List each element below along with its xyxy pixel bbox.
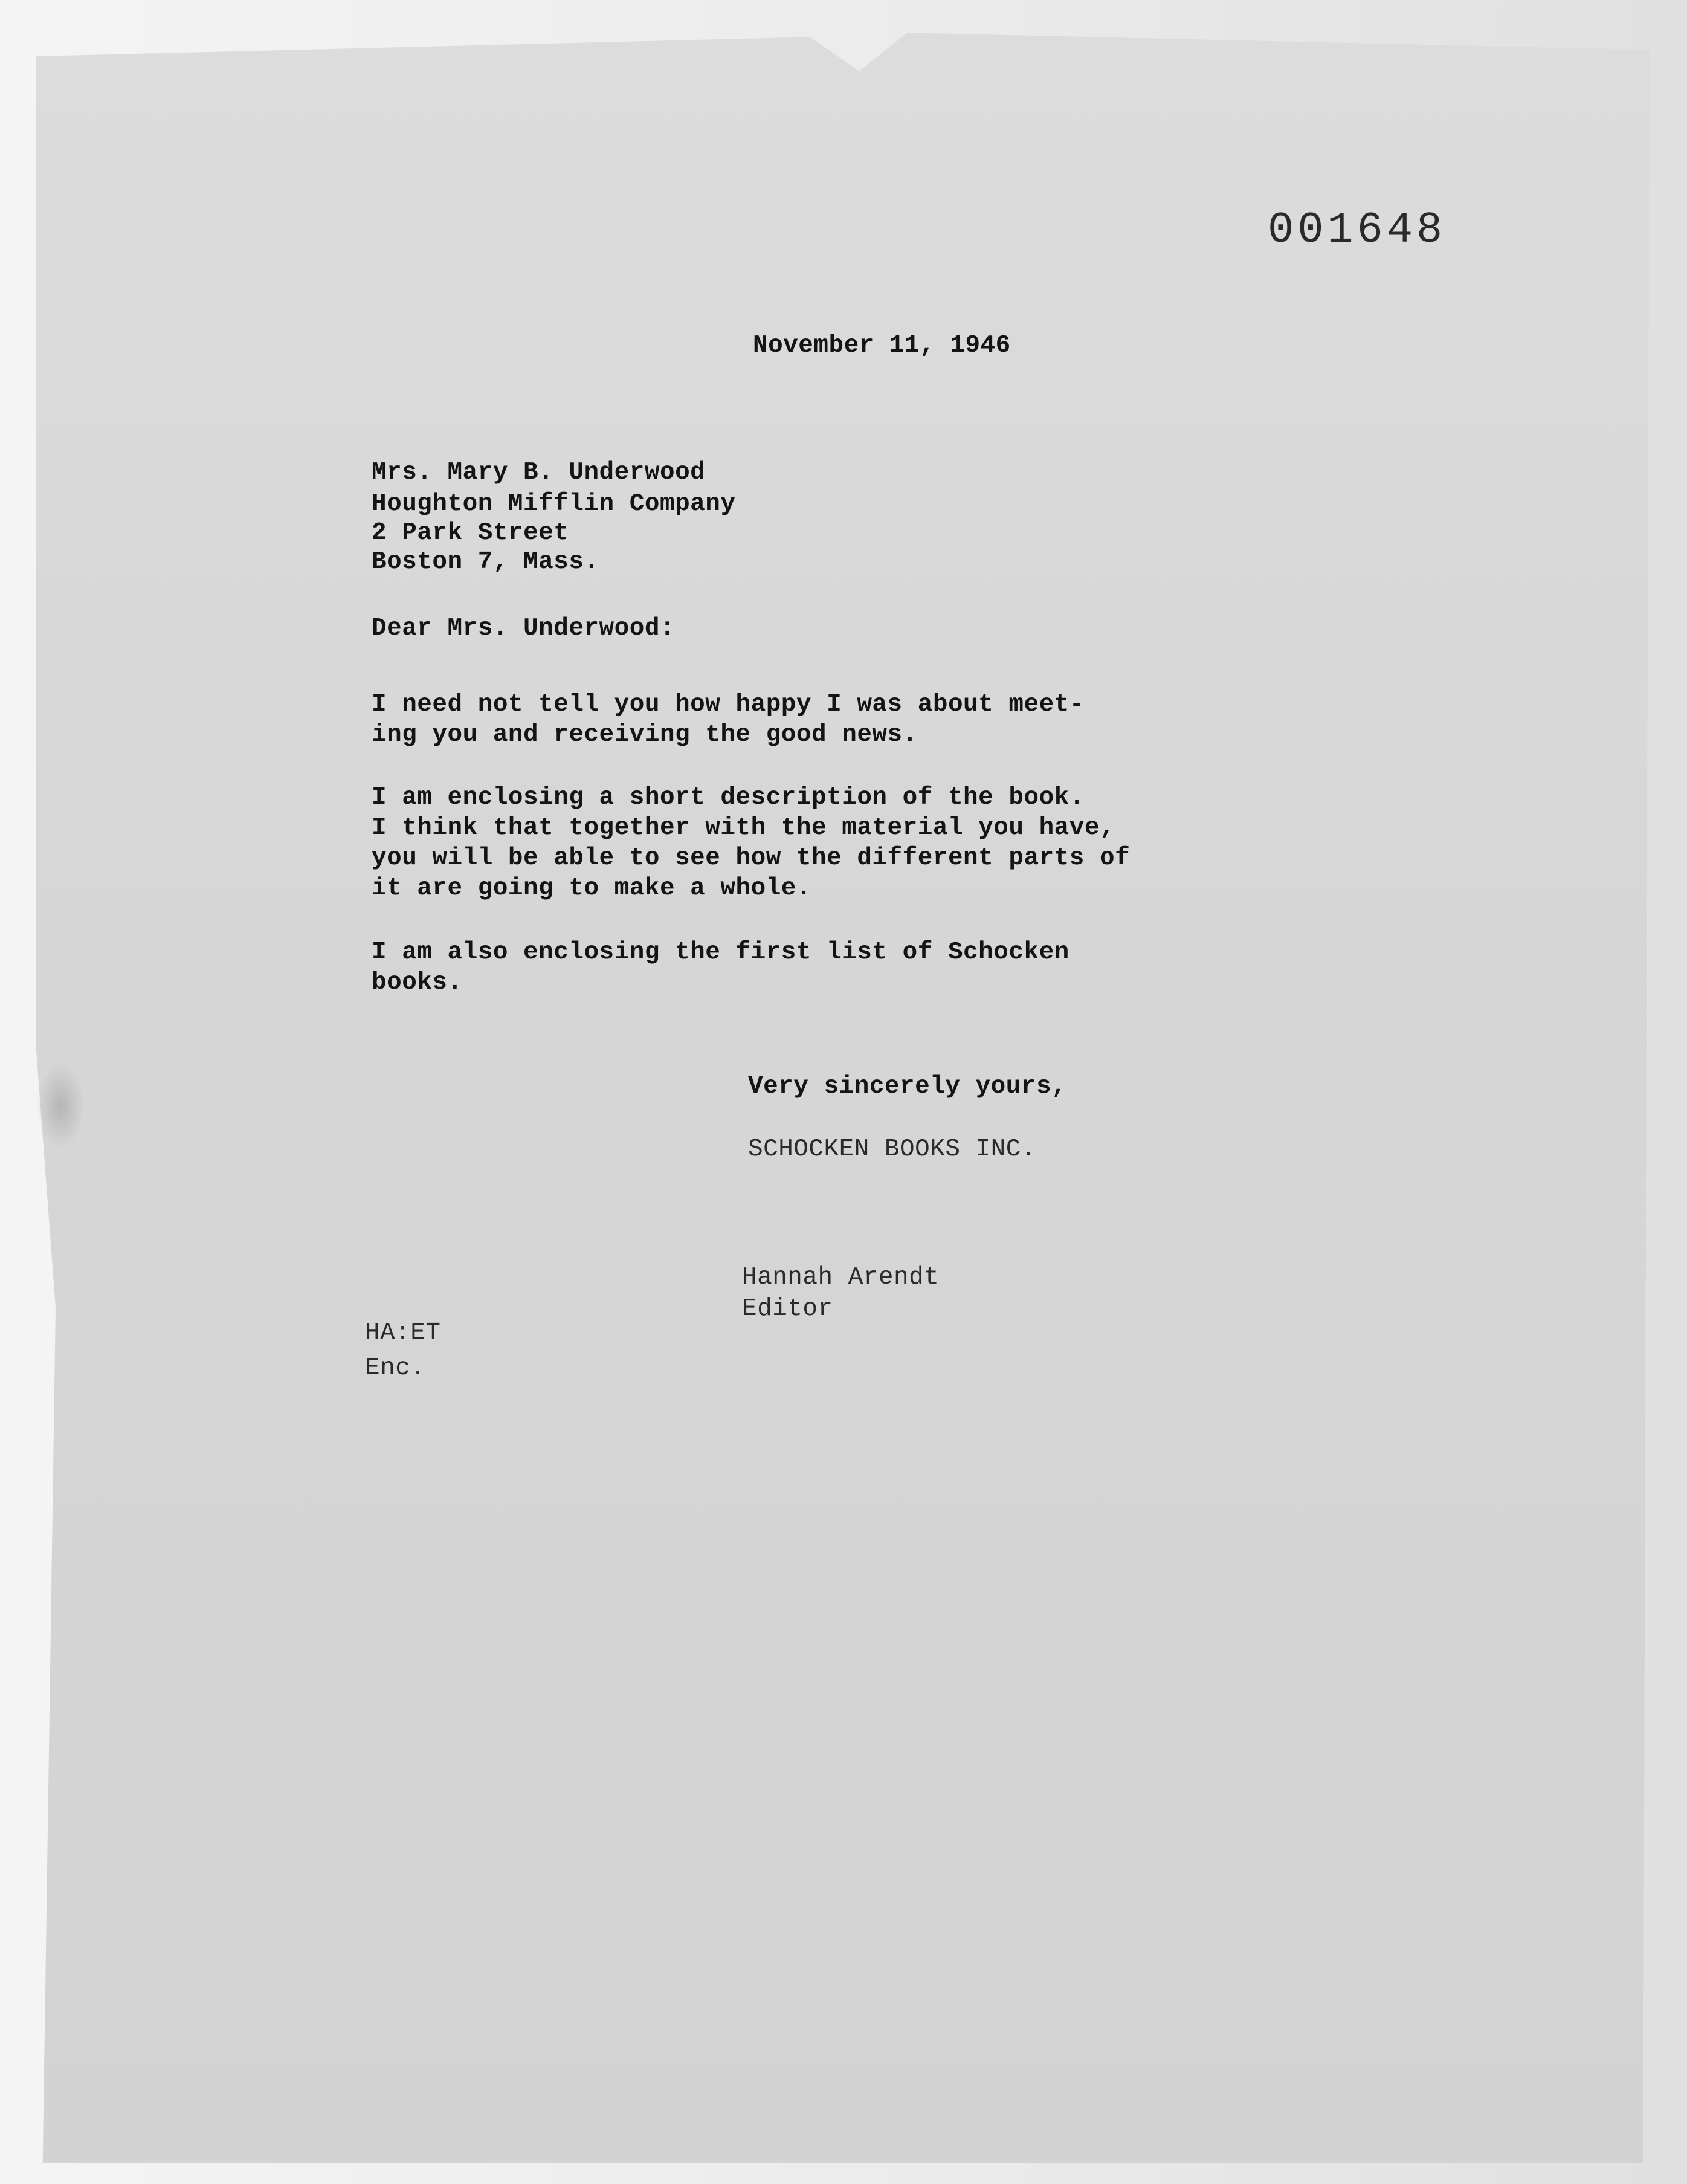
paragraph-line: I think that together with the material you have,: [372, 814, 1115, 842]
signer-title: Editor: [742, 1295, 833, 1323]
recipient-line: Houghton Mifflin Company: [372, 490, 736, 518]
paragraph-line: I need not tell you how happy I was about meet-: [372, 691, 1085, 719]
paragraph-line: it are going to make a whole.: [372, 874, 812, 902]
recipient-line: Boston 7, Mass.: [372, 548, 599, 576]
signer-name: Hannah Arendt: [742, 1264, 940, 1291]
closing: Very sincerely yours,: [748, 1073, 1067, 1100]
reference-initials: HA:ET: [365, 1319, 441, 1347]
letter-date: November 11, 1946: [753, 332, 1011, 360]
document-number: 001648: [1268, 205, 1447, 255]
recipient-line: Mrs. Mary B. Underwood: [372, 459, 706, 486]
enclosure-note: Enc.: [365, 1354, 426, 1382]
paragraph-line: ing you and receiving the good news.: [372, 721, 918, 749]
paper-fold-mark: [36, 1064, 85, 1148]
paragraph-line: books.: [372, 969, 463, 997]
paragraph-line: you will be able to see how the different parts of: [372, 844, 1131, 872]
company-name: SCHOCKEN BOOKS INC.: [748, 1136, 1036, 1163]
recipient-line: 2 Park Street: [372, 519, 569, 547]
paragraph-line: I am also enclosing the first list of Schocken: [372, 939, 1069, 966]
paragraph-line: I am enclosing a short description of the book.: [372, 784, 1085, 812]
salutation: Dear Mrs. Underwood:: [372, 615, 676, 642]
